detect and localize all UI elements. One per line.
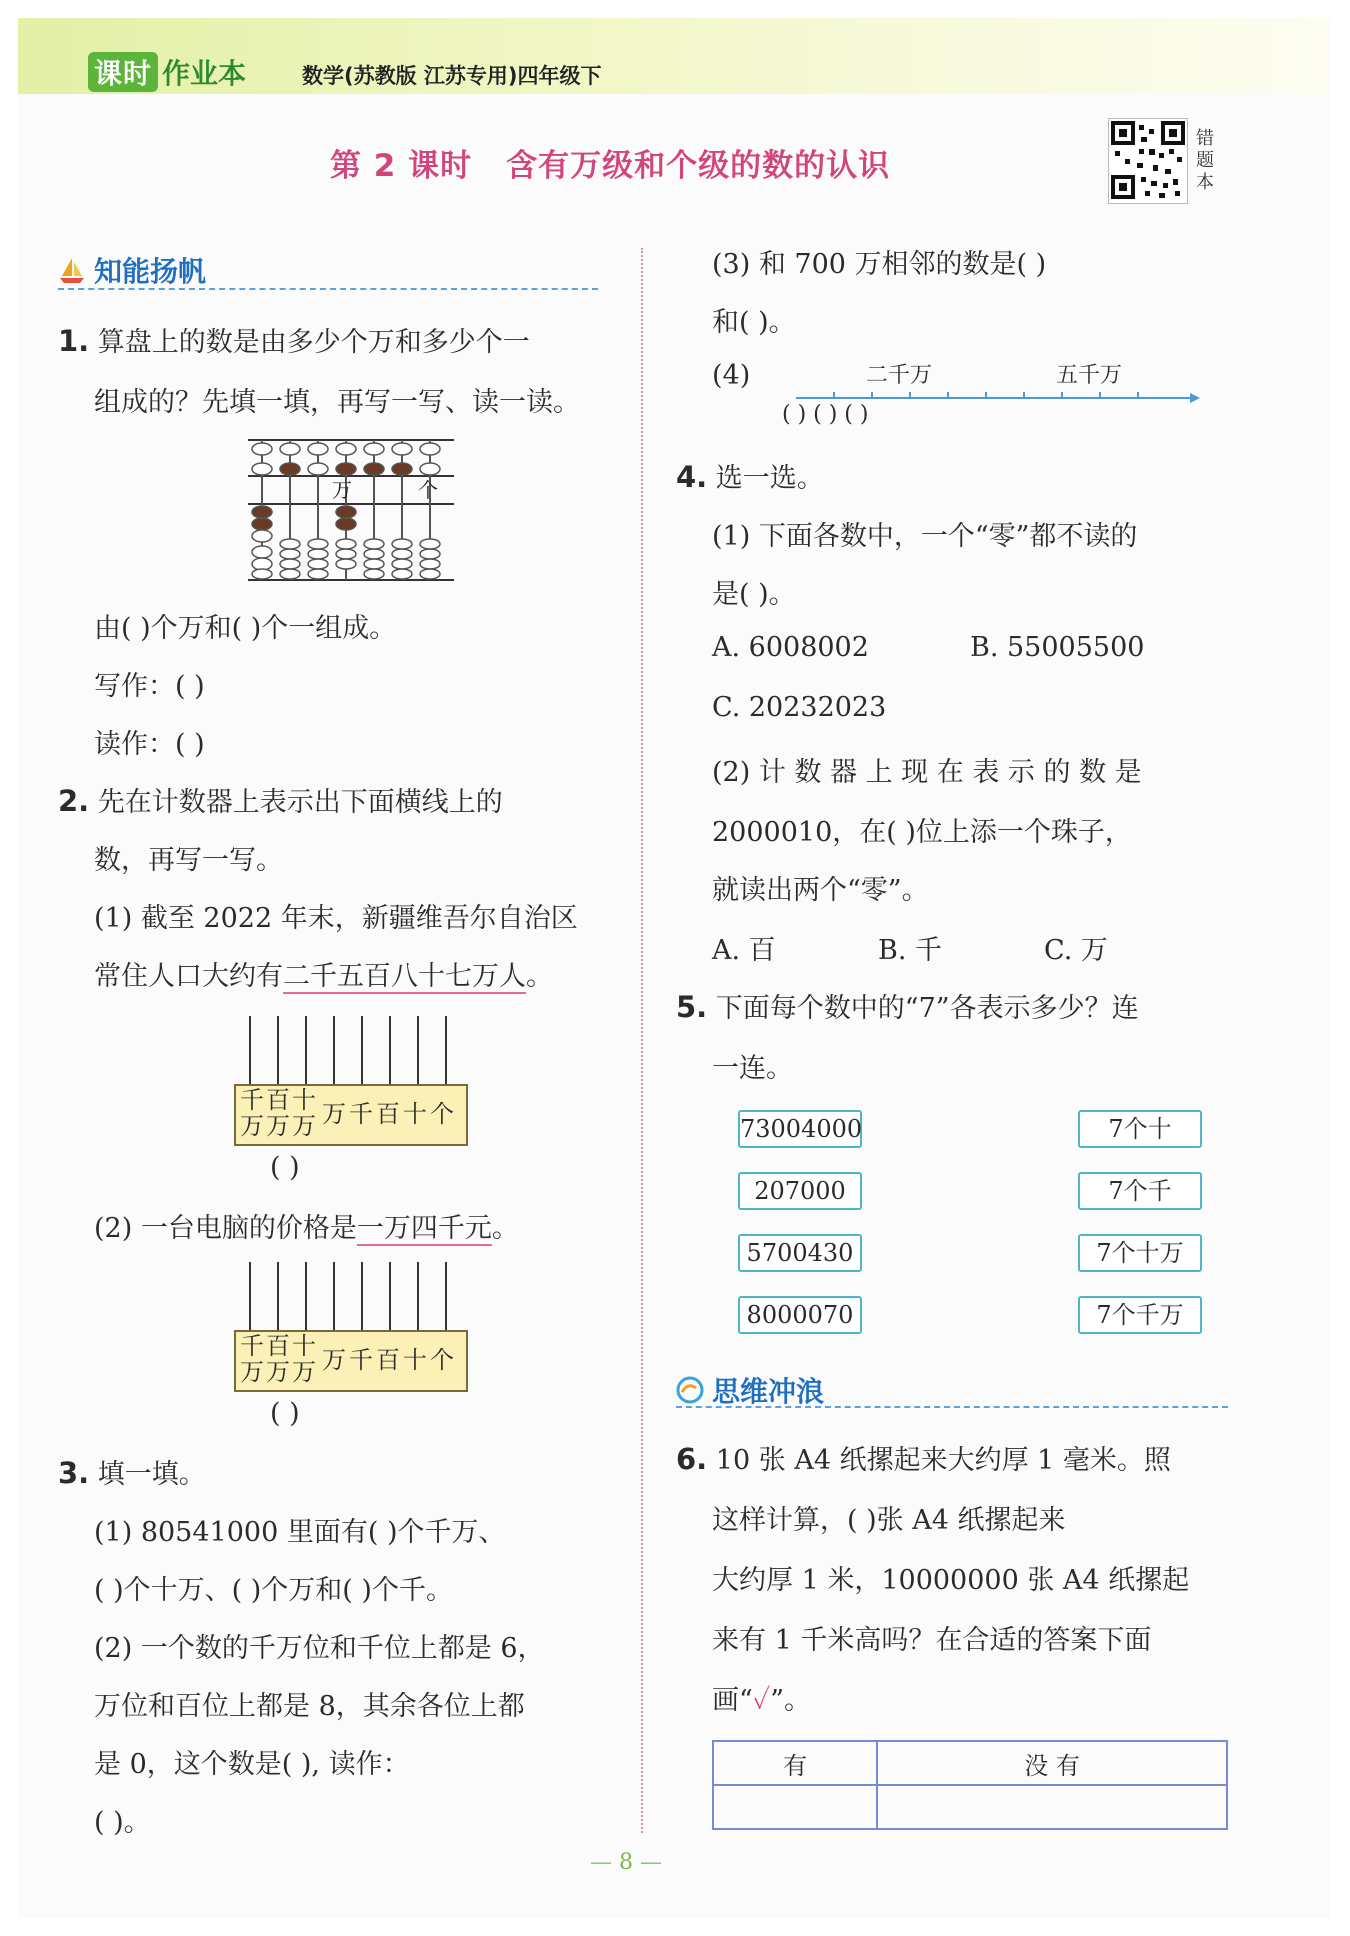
q4-p2c: 就读出两个“零”。 xyxy=(712,875,929,906)
lesson-number: 第 2 课时 xyxy=(330,148,473,184)
q5-line2: 一连。 xyxy=(712,1053,793,1084)
q6-l2[interactable]: 这样计算，( )张 A4 纸摞起来 xyxy=(712,1505,1066,1536)
numberline-label-1: 二千万 xyxy=(866,363,933,388)
q6-number: 6. xyxy=(676,1442,708,1476)
brand-logo xyxy=(88,52,246,92)
q1-line2: 组成的？先填一填，再写一写、读一读。 xyxy=(94,387,580,418)
qr-label: 错题本 xyxy=(1196,128,1214,193)
q5-value-card[interactable]: 7个十万 xyxy=(1078,1234,1202,1272)
q4-option-c[interactable]: C. 20232023 xyxy=(712,692,887,723)
q5-value-card[interactable]: 7个千万 xyxy=(1078,1296,1202,1334)
q5-number-card[interactable]: 207000 xyxy=(738,1172,862,1210)
numberline-blanks[interactable]: ( ) ( ) ( ) xyxy=(782,402,869,427)
q5-number-card[interactable]: 8000070 xyxy=(738,1296,862,1334)
q3-p2d[interactable]: ( )。 xyxy=(94,1807,151,1838)
q5-number-card[interactable]: 73004000 xyxy=(738,1110,862,1148)
q4-2-option-c[interactable]: C. 万 xyxy=(1044,935,1108,966)
q3-p3b[interactable]: 和( )。 xyxy=(712,307,796,338)
page-number: — 8 — xyxy=(590,1850,662,1875)
q2-p1b: 常住人口大约有二千五百八十七万人。 xyxy=(94,961,553,992)
brand-part-b: 作业本 xyxy=(162,57,247,90)
q4-option-a[interactable]: A. 6008002 xyxy=(712,632,869,663)
q2-p1-underlined: 二千五百八十七万人 xyxy=(283,961,526,992)
q5-value-card[interactable]: 7个十 xyxy=(1078,1110,1202,1148)
q2-text1: 先在计数器上表示出下面横线上的 xyxy=(97,787,503,818)
book-title: 数学(苏教版 江苏专用)四年级下 xyxy=(302,64,602,88)
q3-p3a[interactable]: (3) 和 700 万相邻的数是( ) xyxy=(712,249,1047,280)
q3-p1b[interactable]: ( )个十万、( )个万和( )个千。 xyxy=(94,1575,453,1606)
q6-answer-table xyxy=(712,1740,1228,1830)
q4-option-b[interactable]: B. 55005500 xyxy=(970,632,1145,663)
q2-p1a: (1) 截至 2022 年末，新疆维吾尔自治区 xyxy=(94,903,578,934)
wave-icon xyxy=(676,1376,704,1404)
section-heading-zhineng xyxy=(58,250,206,290)
q6-cell-no[interactable] xyxy=(877,1785,1227,1829)
lesson-title: 含有万级和个级的数的认识 xyxy=(506,148,891,184)
q2-line1 xyxy=(58,780,503,819)
q6-l1: 6. 10 张 A4 纸摞起来大约厚 1 毫米。照 xyxy=(676,1442,1171,1476)
q6-cell-yes[interactable] xyxy=(713,1785,877,1829)
q4-p2a: (2) 计 数 器 上 现 在 表 示 的 数 是 xyxy=(712,757,1142,788)
q4-p2b[interactable]: 2000010，在( )位上添一个珠子， xyxy=(712,817,1132,848)
q1-number: 1. xyxy=(58,324,90,358)
q6-l5: 画“✓”。 xyxy=(712,1685,812,1716)
abacus-label-ge: 个 xyxy=(418,478,438,502)
q4-p1b[interactable]: 是( )。 xyxy=(712,579,796,610)
counter-base-1: 千 百 十 万 万 万 万千百十个 xyxy=(234,1084,468,1146)
q4-2-option-a[interactable]: A. 百 xyxy=(712,935,776,966)
q6-l3: 大约厚 1 米，10000000 张 A4 纸摞起 xyxy=(712,1565,1190,1596)
q1-text1: 算盘上的数是由多少个万和多少个一 xyxy=(97,327,530,358)
q2-answer-1[interactable]: ( ) xyxy=(270,1152,300,1183)
qr-code-icon[interactable] xyxy=(1108,118,1188,204)
numberline-label-2: 五千万 xyxy=(1056,363,1123,388)
q6-header-no: 没 有 xyxy=(877,1741,1227,1785)
q4-number: 4. xyxy=(676,460,708,494)
sailboat-icon xyxy=(58,256,86,284)
q3-p1a[interactable]: (1) 80541000 里面有( )个千万、 xyxy=(94,1517,506,1548)
q4-title: 4. 选一选。 xyxy=(676,460,824,494)
q3-p2c[interactable]: 是 0，这个数是( ), 读作： xyxy=(94,1749,410,1780)
lesson-heading xyxy=(330,140,890,185)
counter-rods-1 xyxy=(234,1016,466,1084)
section-underline xyxy=(676,1406,1228,1408)
q2-answer-2[interactable]: ( ) xyxy=(270,1398,300,1429)
q6-header-yes: 有 xyxy=(713,1741,877,1785)
q4-p1a: (1) 下面各数中，一个“零”都不读的 xyxy=(712,521,1138,552)
column-divider xyxy=(641,248,643,1833)
q1-line1 xyxy=(58,320,530,359)
q2-p2-underlined: 一万四千元 xyxy=(356,1213,492,1244)
q3-p2b: 万位和百位上都是 8，其余各位上都 xyxy=(94,1691,525,1722)
section-underline xyxy=(58,288,598,290)
q3-title: 3. 填一填。 xyxy=(58,1456,206,1490)
abacus-figure xyxy=(248,432,454,584)
q5-line1: 5. 下面每个数中的“7”各表示多少？连 xyxy=(676,990,1139,1024)
q2-p2: (2) 一台电脑的价格是一万四千元。 xyxy=(94,1213,519,1244)
q2-number: 2. xyxy=(58,784,90,818)
q6-l4: 来有 1 千米高吗？在合适的答案下面 xyxy=(712,1625,1152,1656)
q5-value-card[interactable]: 7个千 xyxy=(1078,1172,1202,1210)
q3-p2a: (2) 一个数的千万位和千位上都是 6， xyxy=(94,1633,545,1664)
section-title-siwei: 思维冲浪 xyxy=(712,1375,825,1408)
q5-number: 5. xyxy=(676,990,708,1024)
counter-base-2: 千 百 十 万 万 万 万千百十个 xyxy=(234,1330,468,1392)
q4-2-option-b[interactable]: B. 千 xyxy=(878,935,943,966)
q3-p4-label: (4) xyxy=(712,360,751,391)
counter-rods-2 xyxy=(234,1262,466,1330)
q5-number-card[interactable]: 5700430 xyxy=(738,1234,862,1272)
q3-number: 3. xyxy=(58,1456,90,1490)
q1-read[interactable]: 读作：( ) xyxy=(94,729,205,760)
checkmark-icon: ✓ xyxy=(752,1685,771,1716)
section-heading-siwei xyxy=(676,1370,824,1410)
abacus-label-wan: 万 xyxy=(332,478,352,502)
q1-fill[interactable]: 由( )个万和( )个一组成。 xyxy=(94,613,397,644)
section-title-zhineng: 知能扬帆 xyxy=(94,255,207,288)
q2-line2: 数，再写一写。 xyxy=(94,845,283,876)
q1-write[interactable]: 写作：( ) xyxy=(94,671,205,702)
brand-part-a: 课时 xyxy=(88,52,158,92)
